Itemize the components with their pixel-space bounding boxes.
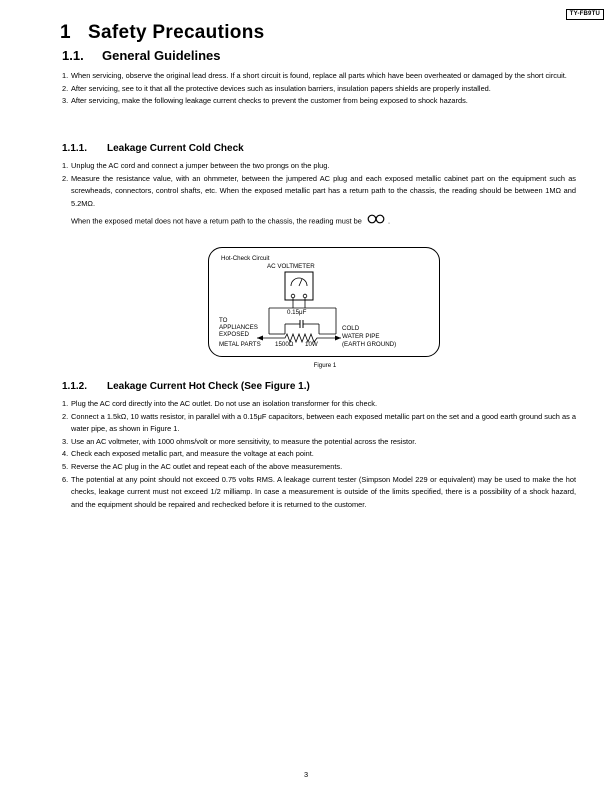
capacitor-label: 0.15μF xyxy=(287,309,307,316)
list-item: 5. Reverse the AC plug in the AC outlet and repeat each of the above measurements. xyxy=(62,461,343,471)
list-item: 2. Connect a 1.5kΩ, 10 watts resistor, in parallel with a 0.15μF capacitors, between each exposed metallic part on the set and a good earth ground such as a water pipe, as shown in Figure 1. xyxy=(62,411,576,434)
cold-title: Leakage Current Cold Check xyxy=(107,143,244,154)
list-item: 1. Unplug the AC cord and connect a jumper between the two prongs on the plug. xyxy=(62,161,330,170)
cold-check-note: When the exposed metal does not have a return path to the chassis, the reading must be . xyxy=(71,214,576,229)
section-title-text: Safety Precautions xyxy=(88,22,265,43)
hot-title: Leakage Current Hot Check (See Figure 1.) xyxy=(107,381,310,392)
cold-number: 1.1.1. xyxy=(62,143,88,154)
hot-check-heading xyxy=(62,381,310,392)
infinity-icon xyxy=(367,214,385,229)
list-item: 3. Use an AC voltmeter, with 1000 ohms/volt or more sensitivity, to measure the potential across the resistor. xyxy=(62,436,417,446)
list-item: 1. When servicing, observe the original lead dress. If a short circuit is found, replace all parts which have been overheated or damaged by the short circuit. xyxy=(62,71,567,80)
hot-number: 1.1.2. xyxy=(62,381,88,392)
section-title xyxy=(60,22,264,44)
list-item: 2. Measure the resistance value, with an ohmmeter, between the jumpered AC plug and each exposed metallic cabinet part on the equipment such as screwheads, connectors, control shafts, etc. When the exposed metallic part has a return path to the chassis, the reading should be between 1MΩ and 5.2MΩ. xyxy=(62,173,576,208)
left-label-to: TO xyxy=(219,317,228,324)
list-item: 6. The potential at any point should not exceed 0.75 volts RMS. A leakage current tester (Simpson Model 229 or equivalent) may be used to make the hot checks, leakage current must not exceed 1/2 milliamp. In case a measurement is outside of the limits specified, there is a possibility of a shock hazard, and the equipment should be repaired and rechecked before it is returned to the customer. xyxy=(62,474,576,509)
general-number: 1.1. xyxy=(62,48,84,63)
cold-check-heading xyxy=(62,143,244,154)
resistor-label: 1500Ω xyxy=(275,341,294,348)
general-guidelines-heading xyxy=(62,48,221,63)
page-number: 3 xyxy=(303,770,309,779)
general-guidelines-list xyxy=(62,70,576,108)
right-label-cold: COLD xyxy=(342,325,360,332)
figure-caption: Figure 1 xyxy=(313,362,337,369)
wattage-label: 10W xyxy=(305,341,318,348)
list-item: 3. After servicing, make the following leakage current checks to prevent the customer from being exposed to shock hazards. xyxy=(62,96,468,106)
list-item: 1. Plug the AC cord directly into the AC outlet. Do not use an isolation transformer for this check. xyxy=(62,399,378,408)
list-item: 4. Check each exposed metallic part, and measure the voltage at each point. xyxy=(62,449,314,459)
hot-check-circuit-figure xyxy=(208,247,440,357)
model-tag: TY-FB9TU xyxy=(566,9,604,20)
section-number: 1 xyxy=(60,22,71,43)
left-label-metal-parts: METAL PARTS xyxy=(219,341,261,348)
hot-check-list xyxy=(62,398,576,511)
left-label-appliances: APPLIANCES xyxy=(219,324,258,331)
right-label-earth-ground: (EARTH GROUND) xyxy=(342,341,397,348)
cold-check-list xyxy=(62,160,576,210)
list-item: 2. After servicing, see to it that all the protective devices such as insulation barriers, insulation papers shields are properly installed. xyxy=(62,83,491,93)
figure-title: Hot-Check Circuit xyxy=(221,255,270,262)
general-title: General Guidelines xyxy=(102,48,221,63)
meter-label: AC VOLTMETER xyxy=(267,263,315,270)
left-label-exposed: EXPOSED xyxy=(219,331,249,338)
right-label-water-pipe: WATER PIPE xyxy=(342,333,380,340)
